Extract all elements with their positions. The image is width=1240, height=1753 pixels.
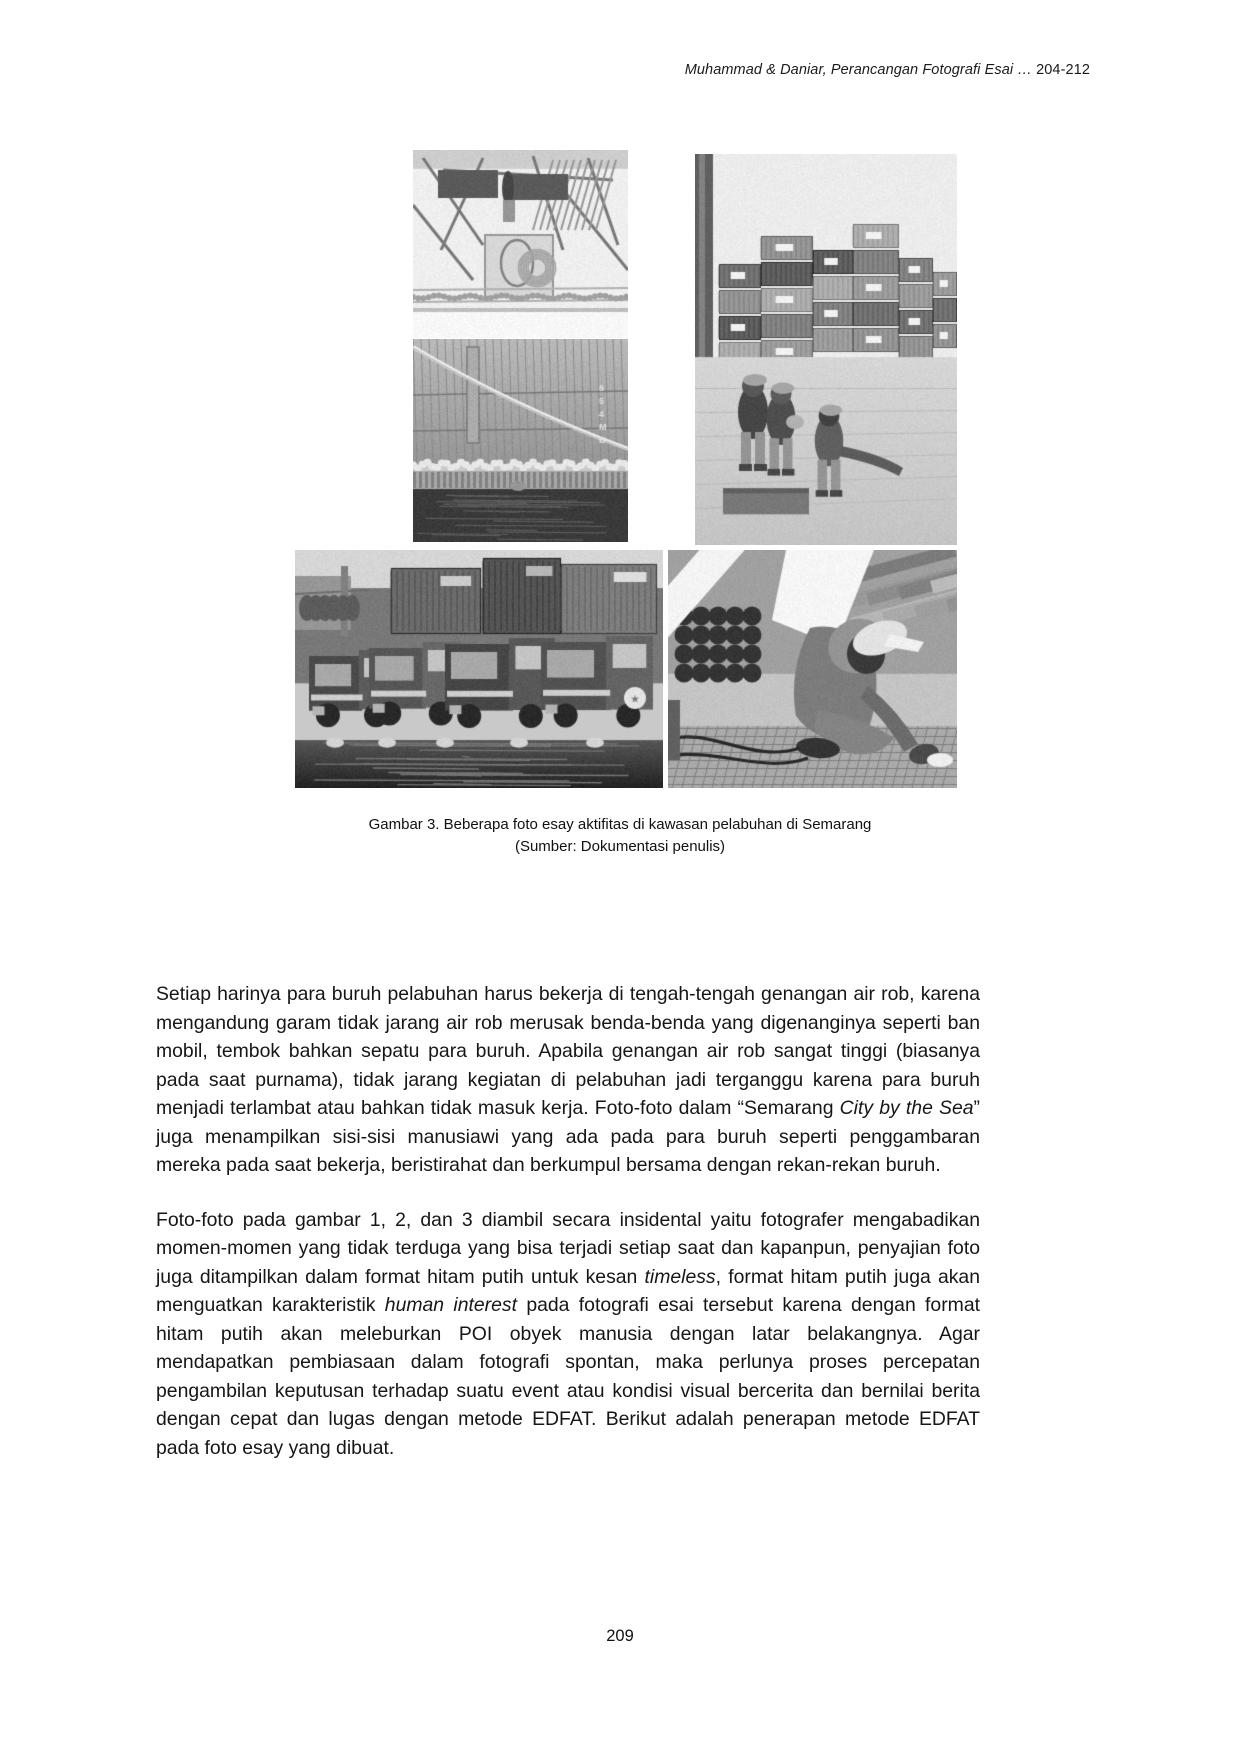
photo-worker-welding-crouching	[668, 550, 957, 788]
paragraph-1-italic-title: City by the Sea	[839, 1097, 974, 1120]
figure-caption-line-2: (Sumber: Dokumentasi penulis)	[514, 837, 726, 855]
paragraph-2-italic-timeless: timeless	[644, 1265, 716, 1288]
photo-hull-waterline	[413, 339, 628, 542]
photo-workers-resting-containers	[695, 154, 957, 545]
page-number: 209	[606, 1627, 634, 1645]
photo-ship-crane-deck	[413, 150, 628, 338]
paragraph-2-italic-human-interest: human interest	[384, 1294, 517, 1317]
photo-trucks-in-rob-flood	[295, 550, 663, 788]
paragraph-1-segment-1: Setiap harinya para buruh pelabuhan harus bekerja di tengah-tengah genangan air rob, karena mengandung garam tidak jarang air rob merusak benda-benda yang digenanginya seperti ban mobil, tembok bahkan sepatu para buruh. Apabila genangan air rob sangat tinggi (biasanya pada saat purnama), tidak jarang kegiatan di pelabuhan jadi terganggu karena para buruh menjadi terlambat atau bahkan tidak masuk kerja. Foto-foto dalam “Semarang	[156, 983, 980, 1120]
figure-caption-line-1: Gambar 3. Beberapa foto esay aktifitas di kawasan pelabuhan di Semarang	[368, 816, 872, 833]
paragraph-2-segment-1: Foto-foto pada gambar 1, 2, dan 3 diambil secara insidental yaitu fotografer mengabadikan momen-momen yang tidak terduga yang bisa terjadi setiap saat dan kapanpun, penyajian foto juga ditampilkan dalam format hitam putih untuk kesan	[156, 1208, 980, 1288]
running-header-page-range: 204-212	[1036, 62, 1090, 78]
paragraph-1-segment-2: ” juga menampilkan sisi-sisi manusiawi yang ada pada para buruh seperti penggambaran mereka pada saat bekerja, beristirahat dan berkumpul bersama dengan rekan-rekan buruh.	[156, 1097, 980, 1177]
running-header-authors: Muhammad & Daniar, Perancangan Fotografi Esai …	[684, 62, 1037, 78]
photo-grid	[285, 150, 955, 788]
figure-3	[0, 150, 1240, 858]
running-header	[150, 62, 1090, 78]
paragraph-2-segment-3: pada fotografi esai tersebut karena dengan format hitam putih akan meleburkan POI obyek manusia dengan latar belakangnya. Agar mendapatkan pembiasaan dalam fotografi spontan, maka perlunya proses percepatan pengambilan keputusan terhadap suatu event atau kondisi visual bercerita dan bernilai berita dengan cepat dan lugas dengan metode EDFAT. Berikut adalah penerapan metode EDFAT pada foto esay yang dibuat.	[156, 1294, 980, 1459]
page-footer	[0, 1627, 1240, 1646]
paragraph-2-segment-2: , format hitam putih juga akan menguatkan karakteristik	[156, 1265, 981, 1317]
paragraph-2	[156, 1206, 980, 1463]
body-text-column	[156, 980, 980, 1462]
figure-caption	[0, 814, 1240, 858]
paragraph-1	[156, 980, 980, 1180]
